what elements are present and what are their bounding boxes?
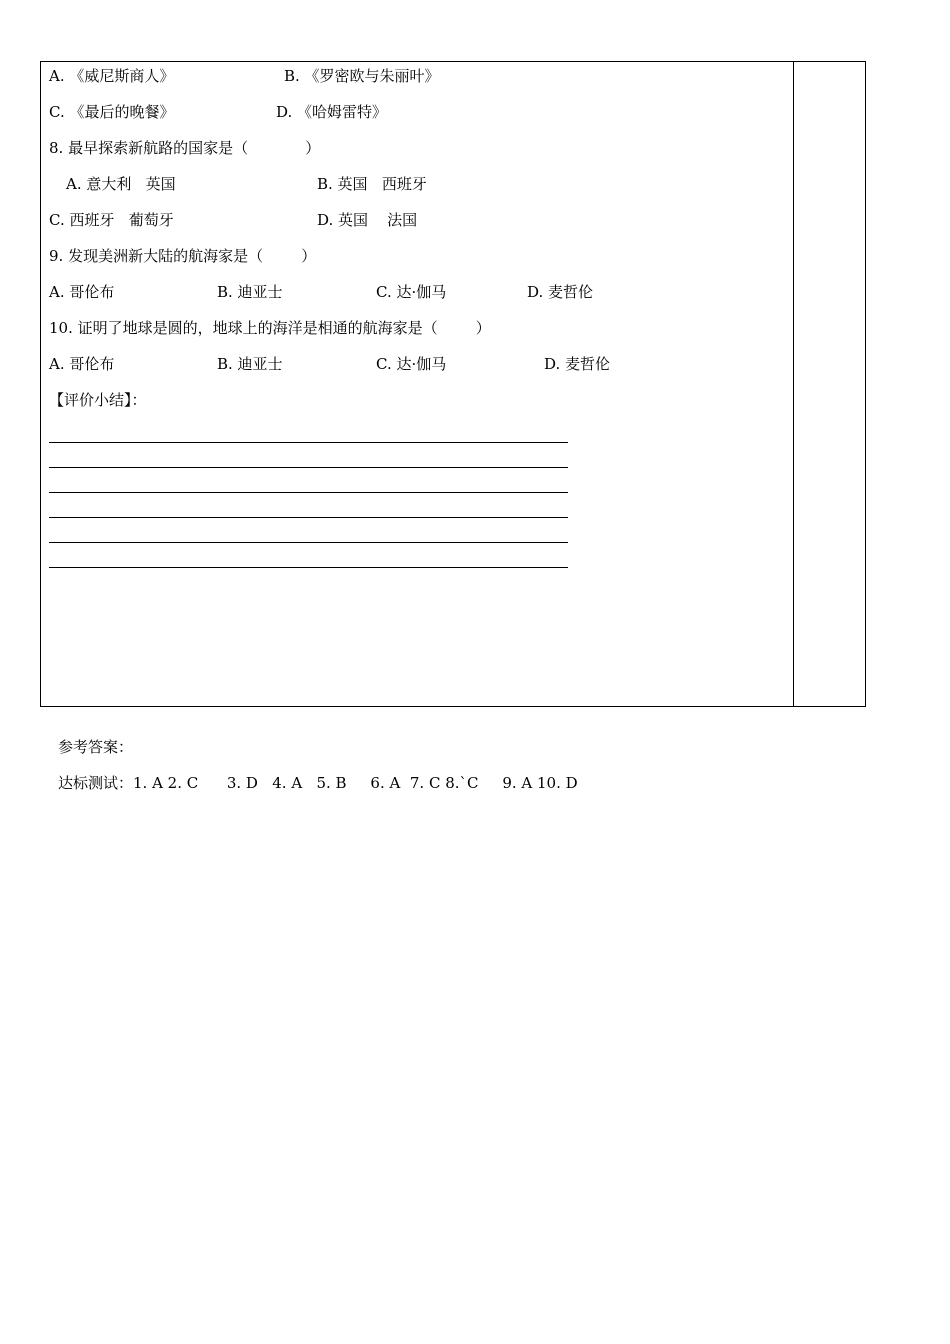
answer-line-3 (49, 492, 568, 493)
q10-option-c: C. 达·伽马 (376, 355, 447, 373)
q8-option-a: A. 意大利 英国 (66, 175, 176, 193)
q7-option-b: B. 《罗密欧与朱丽叶》 (284, 67, 440, 85)
q10-options (49, 354, 611, 374)
q8-options-row-1 (66, 174, 427, 194)
q9-option-a: A. 哥伦布 (49, 283, 115, 301)
q7-option-a: A. 《威尼斯商人》 (49, 67, 175, 85)
q10-option-a: A. 哥伦布 (49, 355, 115, 373)
q10-stem: 10. 证明了地球是圆的，地球上的海洋是相通的航海家是（ ） (49, 319, 491, 337)
evaluation-heading: 【评价小结】： (49, 391, 147, 409)
q8-option-d: D. 英国 法国 (317, 211, 418, 229)
q10-option-d: D. 麦哲伦 (544, 355, 611, 373)
answer-line-2 (49, 467, 568, 468)
answers-text: 达标测试：1. A 2. C 3. D 4. A 5. B 6. A 7. C 8.`C 9. A 10. D (58, 774, 578, 792)
answer-line-4 (49, 517, 568, 518)
table-column-divider (793, 62, 794, 706)
q7-option-c: C. 《最后的晚餐》 (49, 103, 175, 121)
q8-option-b: B. 英国 西班牙 (317, 175, 427, 193)
answer-line-1 (49, 442, 568, 443)
q7-options-row-2 (49, 102, 388, 122)
worksheet-table (40, 61, 866, 707)
q8-option-c: C. 西班牙 葡萄牙 (49, 211, 174, 229)
q9-option-d: D. 麦哲伦 (527, 283, 594, 301)
q9-option-b: B. 迪亚士 (217, 283, 283, 301)
answers-heading: 参考答案： (58, 738, 134, 756)
q10-option-b: B. 迪亚士 (217, 355, 283, 373)
q8-options-row-2 (49, 210, 418, 230)
answer-line-5 (49, 542, 568, 543)
answer-line-6 (49, 567, 568, 568)
q7-option-d: D. 《哈姆雷特》 (276, 103, 388, 121)
q9-stem: 9. 发现美洲新大陆的航海家是（ ） (49, 247, 317, 265)
q8-stem: 8. 最早探索新航路的国家是（ ） (49, 139, 321, 157)
q9-options (49, 282, 594, 302)
q7-options-row-1 (49, 66, 440, 86)
q9-option-c: C. 达·伽马 (376, 283, 447, 301)
